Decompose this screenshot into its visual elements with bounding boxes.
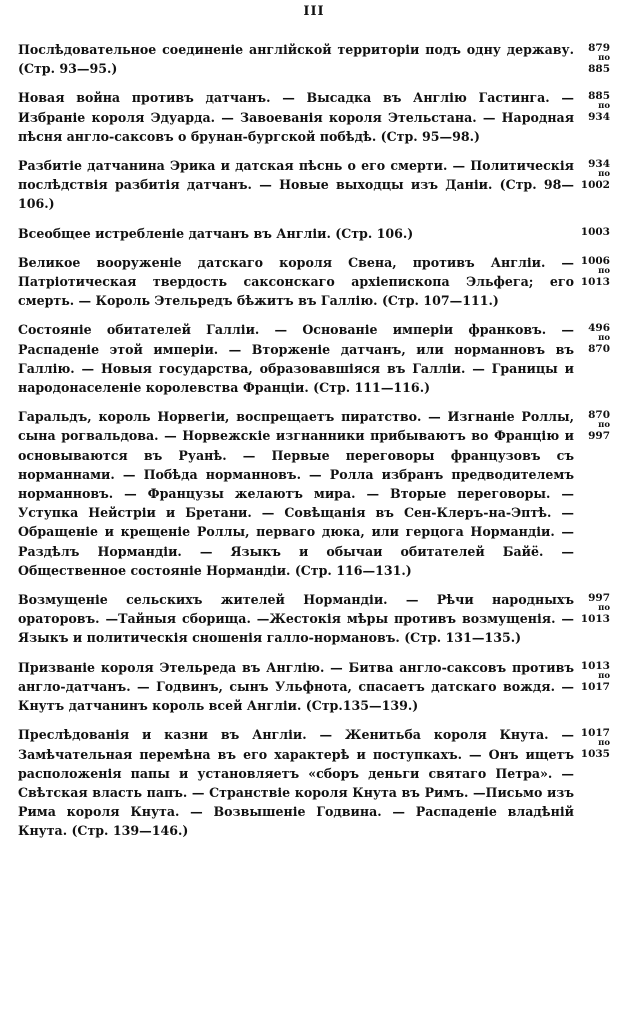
year-from: 1003 — [580, 225, 610, 238]
year-to: 1013 — [580, 613, 610, 626]
toc-entry-2 — [18, 88, 610, 146]
entry-text: Призваніе короля Этельреда въ Англію. — Битва англо-саксовъ противъ англо-датчанъ. — Годвинъ, сынъ Ульфнота, спасаетъ датскаго вождя. —Кнутъ датчанинъ король всей Англіи. (Стр.135—139.) — [18, 659, 574, 714]
toc-entry-3 — [18, 156, 610, 214]
year-to: 1035 — [580, 748, 610, 761]
year-separator: по — [598, 265, 610, 276]
year-to: 885 — [588, 63, 610, 75]
entry-text: Возмущеніе сельскихъ жителей Нормандіи. — Рѣчи народныхъ ораторовъ. —Тайныя сборища. —Жестокія мѣры противъ возмущенія. — Языкъ и политическія сношенія галло-нормановъ. (Стр. 131—135.) — [18, 592, 574, 646]
year-to: 1013 — [580, 275, 610, 288]
entry-years — [576, 407, 610, 442]
entry-years — [576, 88, 610, 123]
year-separator: по — [598, 670, 610, 681]
entry-years — [576, 253, 610, 288]
year-separator: по — [598, 603, 610, 614]
entry-text: Послѣдовательное соединеніе англійской территоріи подъ одну державу. (Стр. 93—95.) — [18, 42, 574, 77]
year-separator: по — [598, 333, 610, 344]
year-separator: по — [598, 101, 610, 112]
entry-years — [576, 725, 610, 760]
year-to: 997 — [588, 430, 610, 443]
toc-entry-5 — [18, 253, 610, 311]
year-from: 1013 — [580, 659, 610, 672]
year-from: 1006 — [580, 254, 610, 267]
entry-text: Преслѣдованія и казни въ Англіи. — Женитьба короля Кнута. — Замѣчательная перемѣна въ его характерѣ и поступкахъ. — Онъ ищетъ расположенія папы и установляетъ «сборъ деньги святаго Петра». — Свѣтская власть папъ. — Странствіе короля Кнута въ Римъ. —Письмо изъ Рима короля Кнута. — Возвышеніе Годвина. — Распаденіе владѣній Кнута. (Стр. 139—146.) — [18, 727, 574, 839]
toc-entry-9 — [18, 658, 610, 716]
toc-entry-1 — [18, 40, 610, 78]
entry-text: Всеобщее истребленіе датчанъ въ Англіи. (Стр. 106.) — [18, 225, 414, 241]
year-from: 1017 — [580, 727, 610, 740]
year-separator: по — [598, 420, 610, 431]
toc-entry-10 — [18, 725, 610, 840]
year-from: 934 — [588, 158, 610, 171]
page-number: III — [303, 4, 325, 19]
entry-text: Состояніе обитателей Галліи. — Основаніе имперіи франковъ. — Распаденіе этой имперіи. — Вторженіе датчанъ, или норманновъ въ Галлію. — Новыя государства, образовавшіяся въ Галліи. — Границы и народонаселеніе королевства Франціи. (Стр. 111—116.) — [18, 322, 574, 396]
entry-text: Великое вооруженіе датскаго короля Свена, противъ Англіи. — Патріотическая твердость саксонскаго архіепископа Эльфега; его смерть. — Король Этельредъ бѣжитъ въ Галлію. (Стр. 107—111.) — [18, 254, 574, 309]
entry-years — [576, 658, 610, 693]
entry-years — [576, 156, 610, 191]
year-to: 1002 — [580, 179, 610, 192]
entry-years — [576, 320, 610, 355]
entry-years — [576, 40, 610, 75]
table-of-contents — [18, 40, 610, 851]
year-from: 496 — [588, 322, 610, 335]
year-to: 934 — [588, 111, 610, 124]
toc-entry-7 — [18, 407, 610, 580]
toc-entry-6 — [18, 320, 610, 397]
year-to: 1017 — [580, 680, 610, 693]
year-separator: по — [598, 738, 610, 749]
year-separator: по — [598, 169, 610, 180]
year-from: 870 — [588, 409, 610, 422]
toc-entry-4 — [18, 224, 610, 243]
year-from: 885 — [588, 90, 610, 103]
entry-years — [576, 590, 610, 625]
year-from: 879 — [588, 42, 610, 54]
year-from: 997 — [588, 592, 610, 605]
toc-entry-8 — [18, 590, 610, 648]
entry-text: Новая война противъ датчанъ. — Высадка въ Англію Гастинга. — Избраніе короля Эдуарда. — Завоеванія короля Этельстана. — Народная пѣсня англо-саксовъ о брунан-бургской побѣдѣ. (Стр. 95—98.) — [18, 90, 574, 144]
year-separator: по — [598, 53, 610, 63]
entry-text: Гаральдъ, король Норвегіи, воспрещаетъ пиратство. — Изгнаніе Роллы, сына рогвальдова. — Норвежскіе изгнанники прибываютъ во Францію и основываются въ Руанѣ. — Первые переговоры французовъ съ норманнами. — Побѣда норманновъ. — Ролла избранъ предводителемъ норманновъ. — Французы желаютъ мира. — Вторые переговоры. — Уступка Нейстріи и Бретани. — Совѣщанія въ Сен-Клеръ-на-Эптѣ. — Обращеніе и крещеніе Роллы, перваго дюка, или герцога Нормандіи. — Раздѣлъ Нормандіи. — Языкъ и обычаи обитателей Байё. — Общественное состояніе Нормандіи. (Стр. 116—131.) — [18, 409, 574, 578]
entry-text: Разбитіе датчанина Эрика и датская пѣснь о его смерти. — Политическія послѣдствія разбитія датчанъ. — Новые выходцы изъ Даніи. (Стр. 98—106.) — [18, 158, 574, 212]
year-to: 870 — [588, 343, 610, 356]
entry-years — [576, 224, 610, 238]
